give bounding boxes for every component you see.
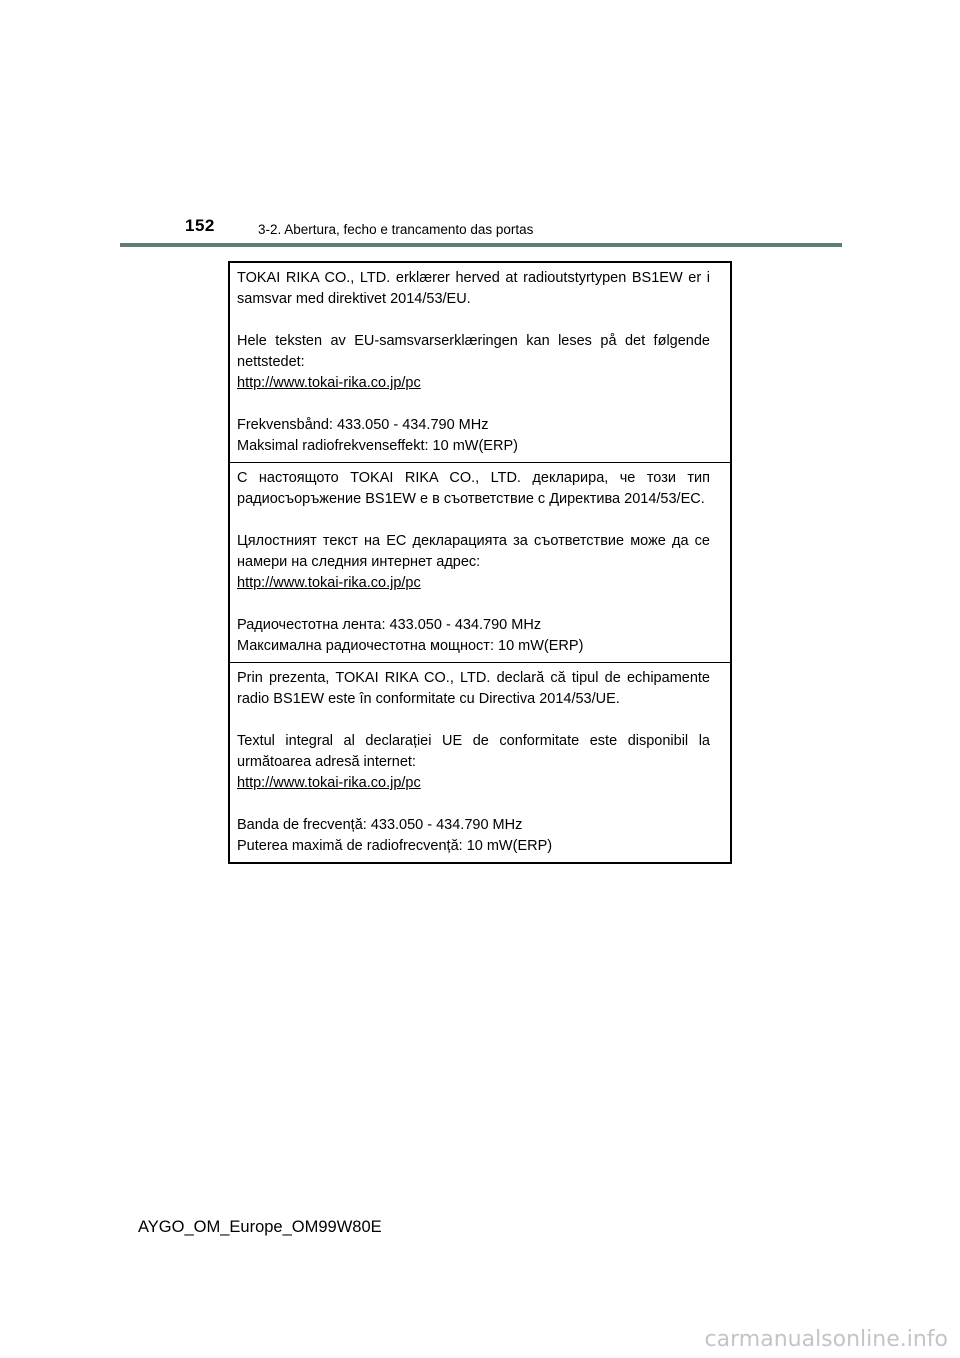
notice-block-romanian [230, 663, 730, 862]
declaration-link[interactable]: http://www.tokai-rika.co.jp/pc [237, 575, 421, 591]
notice-block-norwegian [230, 263, 730, 463]
full-text-note: Hele teksten av EU-samsvarserklæringen kan leses på det følgende nettstedet: [237, 333, 710, 370]
declaration-text: TOKAI RIKA CO., LTD. erklærer herved at radioutstyrtypen BS1EW er i samsvar med direktivet 2014/53/EU. [237, 270, 710, 307]
full-text-note: Textul integral al declarației UE de conformitate este disponibil la următoarea adresă internet: [237, 733, 710, 770]
watermark: carmanualsonline.info [704, 1327, 948, 1352]
declaration-text: Prin prezenta, TOKAI RIKA CO., LTD. declară că tipul de echipamente radio BS1EW este în conformitate cu Directiva 2014/53/UE. [237, 670, 710, 707]
max-power: Maksimal radiofrekvenseffekt: 10 mW(ERP) [237, 438, 518, 454]
section-title: 3-2. Abertura, fecho e trancamento das portas [258, 222, 534, 237]
max-power: Максимална радиочестотна мощност: 10 mW(ERP) [237, 638, 584, 654]
max-power: Puterea maximă de radiofrecvență: 10 mW(ERP) [237, 838, 553, 854]
frequency-band: Frekvensbånd: 433.050 - 434.790 MHz [237, 417, 489, 433]
header-divider [120, 243, 842, 247]
frequency-band: Banda de frecvență: 433.050 - 434.790 MHz [237, 817, 523, 833]
declaration-link[interactable]: http://www.tokai-rika.co.jp/pc [237, 375, 421, 391]
compliance-notice-table [228, 261, 732, 864]
declaration-text: С настоящото TOKAI RIKA CO., LTD. декларира, че този тип радиосъоръжение BS1EW е в съответствие с Директива 2014/53/ЕС. [237, 470, 710, 507]
full-text-note: Цялостният текст на ЕС декларацията за съответствие може да се намери на следния интернет адрес: [237, 533, 710, 570]
document-code: AYGO_OM_Europe_OM99W80E [138, 1218, 382, 1236]
frequency-band: Радиочестотна лента: 433.050 - 434.790 MHz [237, 617, 542, 633]
page-number: 152 [185, 216, 215, 235]
notice-block-bulgarian [230, 463, 730, 663]
declaration-link[interactable]: http://www.tokai-rika.co.jp/pc [237, 775, 421, 791]
